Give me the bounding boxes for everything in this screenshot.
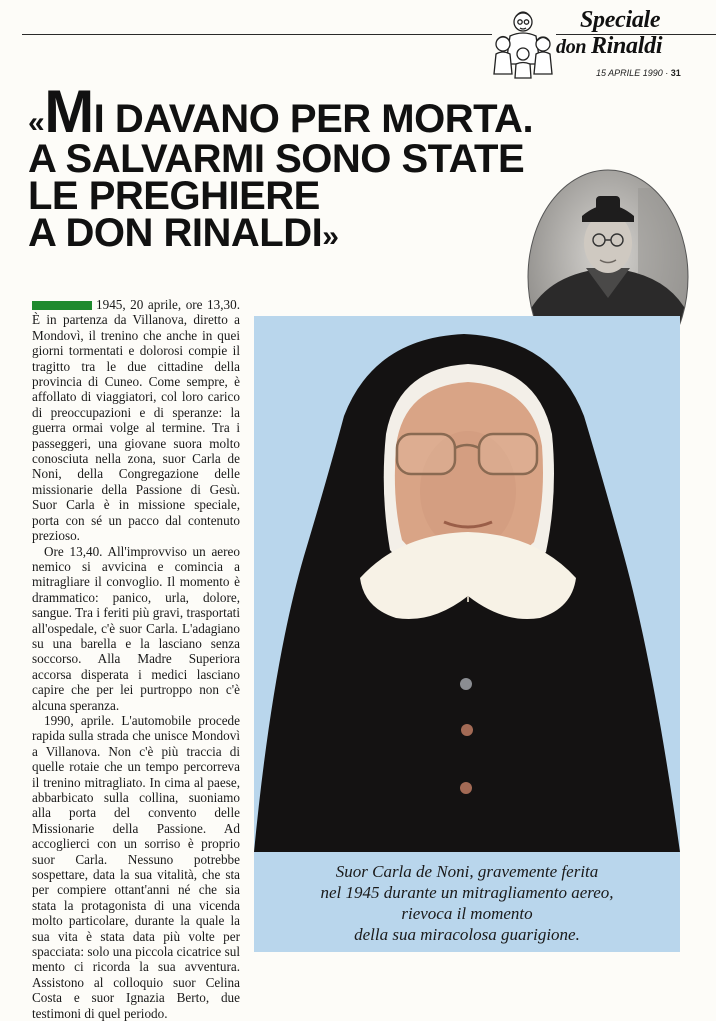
headline-line-2: A SALVARMI SONO STATE [28, 137, 525, 181]
headline-close-quote: » [322, 220, 339, 253]
cartoon-children-logo [488, 6, 558, 80]
suor-carla-photo [254, 316, 680, 852]
page-number: 31 [670, 68, 681, 78]
page-info [596, 68, 681, 78]
article-paragraph [32, 297, 240, 544]
photo-panel [254, 316, 680, 952]
headline [28, 78, 588, 255]
caption-line: nel 1945 durante un mitragliamento aereo, [320, 883, 614, 902]
article-paragraph: Ore 13,40. All'improvviso un aereo nemico si avvicina e comincia a mitragliare il convoglio. Il momento è drammatico: panico, urla, dolore, sangue. Tra i feriti più gravi, trasportati all'ospedale, c'è suor Carla. L'adagiano su una barella e la lasciano senza soccorso. Alla Madre Superiora accorsa disperata i medici lasciano capire che per lei purtroppo non c'è alcuna speranza. [32, 543, 240, 713]
headline-line-1 [28, 78, 588, 145]
page-separator: · [662, 68, 671, 78]
brand-speciale: Speciale [580, 7, 661, 33]
brand-don: don [556, 36, 591, 58]
caption-line: della sua miracolosa guarigione. [354, 925, 580, 944]
headline-line-1-text: I DAVANO PER MORTA. [93, 97, 534, 141]
article-body [32, 297, 240, 1021]
brand-don-rinaldi [556, 34, 662, 59]
article-paragraph: 1990, aprile. L'automobile procede rapida sulla strada che unisce Mondovì a Villanova. Non c'è più traccia di quelle rotaie che un tempo percorreva il trenino mitragliato. In cima al paese, abbarbicato sulla collina, suoniamo alla porta del convento delle Missionarie della Passione. Ad accoglierci con un sorriso è proprio suor Carla. Nessuno potrebbe sospettare, data la sua vitalità, che sta per compiere ottant'anni né che sia stata la protagonista di una vicenda molto particolare, durante la quale la sua vita è stata data più volte per spacciata: solo una piccola cicatrice sul mento ci ricorda la sua avventura. Assistono al colloquio suor Celina Costa e suor Ignazia Berto, due testimoni di quel periodo. [32, 712, 240, 1021]
headline-line-3: LE PREGHIERE [28, 174, 320, 218]
header-rule-left [22, 34, 492, 35]
headline-line-4-text: A DON RINALDI [28, 211, 323, 255]
green-accent-bar [32, 301, 92, 310]
headline-line-4 [28, 211, 588, 255]
article-paragraph-text: 1945, 20 aprile, ore 13,30. È in partenza da Villanova, diretto a Mondovì, il trenino che anche in quei giorni tormentati e dolorosi compie il tragitto tra le due cittadine della provincia di Cuneo. Come sempre, è affollato di viaggiatori, col loro carico di preoccupazioni e di speranze: la guerra ormai volge al termine. Tra i passeggeri, una giovane suora molto conosciuta nella zona, suor Carla de Noni, della Congregazione delle missionarie della Passione di Gesù. Suor Carla è in missione speciale, porta con sé un pacco dal contenuto prezioso. [32, 297, 240, 544]
caption-line: Suor Carla de Noni, gravemente ferita [335, 862, 599, 881]
issue-date: 15 APRILE 1990 [596, 68, 663, 78]
brand-rinaldi: Rinaldi [590, 33, 663, 59]
headline-drop-letter: M [44, 78, 94, 145]
photo-caption [254, 861, 680, 945]
caption-line: rievoca il momento [401, 904, 533, 923]
headline-open-quote: « [28, 106, 45, 139]
